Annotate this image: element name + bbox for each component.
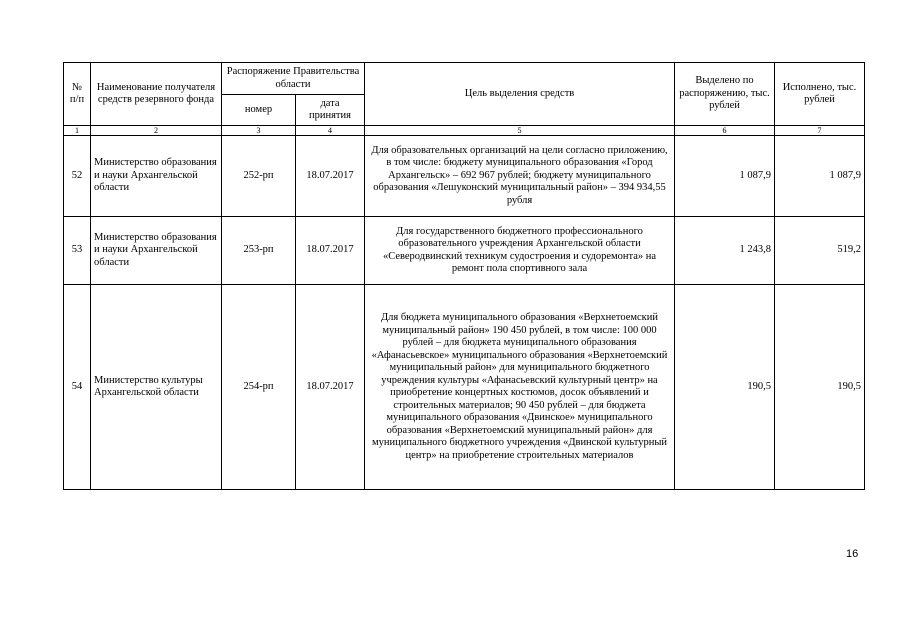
row-num: 53 <box>64 217 91 285</box>
row-purpose: Для государственного бюджетного профессионального образовательного учреждения Архангельской области «Северодвинский техникум судостроения и судоремонта» на ремонт пола спортивного зала <box>365 217 675 285</box>
header-num: № п/п <box>64 63 91 126</box>
column-index: 4 <box>296 126 365 136</box>
row-allocated: 1 087,9 <box>675 136 775 217</box>
header-purpose: Цель выделения средств <box>365 63 675 126</box>
column-index-row <box>64 126 865 136</box>
row-executed: 1 087,9 <box>775 136 865 217</box>
header-order-date: дата принятия <box>296 95 365 126</box>
row-recipient: Министерство культуры Архангельской области <box>91 285 222 490</box>
row-purpose: Для бюджета муниципального образования «Верхнетоемский муниципальный район» 190 450 рублей, в том числе: 100 000 рублей – для бюджета муниципального образования «Афанасьевское» муниципального образования «Верхнетоемский муниципальный район» для муниципального бюджетного учреждения культуры «Афанасьевский культурный центр» на приобретение концертных костюмов, досок объявлений и строительных материалов; 90 450 рублей – для бюджета муниципального образования «Двинское» муниципального образования «Верхнетоемский муниципальный район» для муниципального бюджетного учреждения «Двинской культурный центр» на приобретение строительных материалов <box>365 285 675 490</box>
budget-table <box>63 62 865 490</box>
column-index: 7 <box>775 126 865 136</box>
column-index: 1 <box>64 126 91 136</box>
row-order-number: 253-рп <box>222 217 296 285</box>
row-executed: 190,5 <box>775 285 865 490</box>
header-order-number: номер <box>222 95 296 126</box>
row-order-number: 254-рп <box>222 285 296 490</box>
column-index: 6 <box>675 126 775 136</box>
row-order-date: 18.07.2017 <box>296 285 365 490</box>
column-index: 3 <box>222 126 296 136</box>
row-recipient: Министерство образования и науки Архангельской области <box>91 217 222 285</box>
row-executed: 519,2 <box>775 217 865 285</box>
page-number: 16 <box>846 548 859 560</box>
table-row <box>64 217 865 285</box>
row-allocated: 190,5 <box>675 285 775 490</box>
header-recipient: Наименование получателя средств резервного фонда <box>91 63 222 126</box>
row-num: 52 <box>64 136 91 217</box>
table-row <box>64 136 865 217</box>
header-order: Распоряжение Правительства области <box>222 63 365 95</box>
header-executed: Исполнено, тыс. рублей <box>775 63 865 126</box>
column-index: 5 <box>365 126 675 136</box>
row-purpose: Для образовательных организаций на цели согласно приложению, в том числе: бюджету муниципального образования «Город Архангельск» – 692 967 рублей; бюджету муниципального образования «Лешуконский муниципальный район» – 394 934,55 рубля <box>365 136 675 217</box>
header-allocated: Выделено по распоряжению, тыс. рублей <box>675 63 775 126</box>
row-order-date: 18.07.2017 <box>296 136 365 217</box>
row-order-number: 252-рп <box>222 136 296 217</box>
row-allocated: 1 243,8 <box>675 217 775 285</box>
row-recipient: Министерство образования и науки Архангельской области <box>91 136 222 217</box>
row-order-date: 18.07.2017 <box>296 217 365 285</box>
row-num: 54 <box>64 285 91 490</box>
table-row <box>64 285 865 490</box>
column-index: 2 <box>91 126 222 136</box>
